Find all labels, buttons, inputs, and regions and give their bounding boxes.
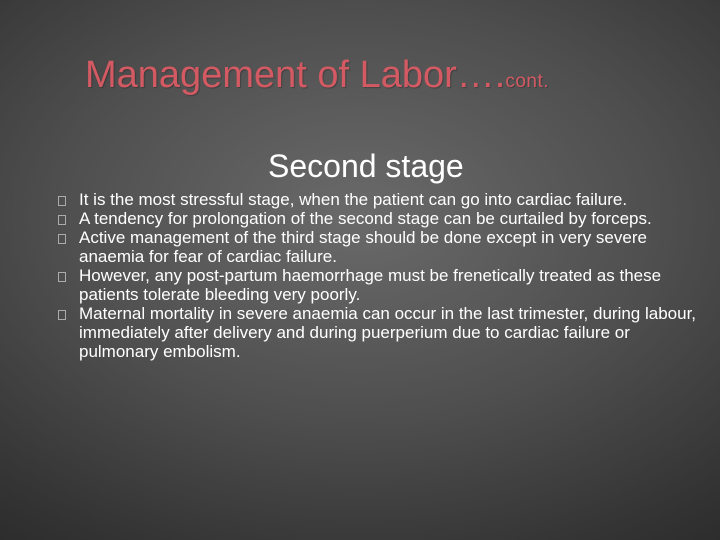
bullet-box-icon (58, 196, 66, 206)
bullet-item (0, 228, 720, 266)
bullet-item (0, 209, 720, 228)
bullet-list (0, 190, 720, 361)
bullet-box-icon (58, 272, 66, 282)
bullet-text: Active management of the third stage should be done except in very severe anaemia for fear of cardiac failure. (79, 228, 647, 266)
bullet-text: It is the most stressful stage, when the patient can go into cardiac failure. (79, 190, 628, 209)
slide-title-suffix: cont. (505, 71, 550, 92)
bullet-item (0, 266, 720, 304)
bullet-text: However, any post-partum haemorrhage must be frenetically treated as these patients tolerate bleeding very poorly. (79, 266, 662, 304)
bullet-text: A tendency for prolongation of the second stage can be curtailed by forceps. (79, 209, 652, 228)
bullet-box-icon (58, 215, 66, 225)
bullet-box-icon (58, 234, 66, 244)
bullet-text: Maternal mortality in severe anaemia can occur in the last trimester, during labour, immediately after delivery and during puerperium due to cardiac failure or pulmonary embolism. (79, 304, 697, 361)
slide-subtitle: Second stage (268, 148, 464, 184)
bullet-box-icon (58, 310, 66, 320)
slide-title (85, 52, 685, 105)
bullet-item (0, 304, 720, 361)
bullet-item (0, 190, 720, 209)
slide-title-main: Management of Labor…. (85, 54, 506, 96)
